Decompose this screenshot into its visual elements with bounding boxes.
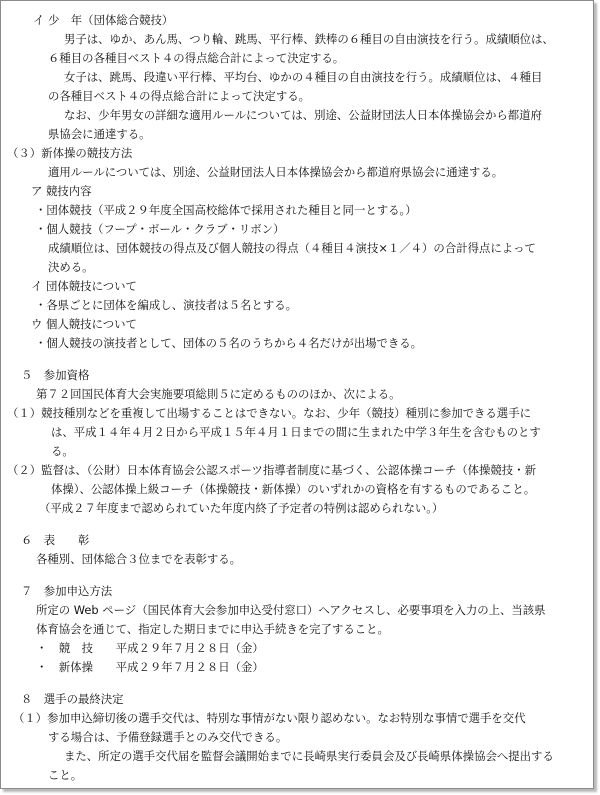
- section-heading: ７ 参加申込方法: [21, 584, 113, 598]
- section-heading: ６ 表 彰: [21, 533, 90, 547]
- text-line: ６種目の各種目ベスト４の得点総合計によって決定する。: [48, 51, 345, 65]
- bullet-item: ・団体競技（平成２９年度全国高校総体で採用された種目と同一とする。）: [35, 203, 417, 217]
- text-line: 女子は、跳馬、段違い平行棒、平均台、ゆかの４種目の自由演技を行う。成績順位は、４種目: [64, 70, 543, 84]
- text-line: こと。: [48, 768, 83, 782]
- section-heading: ８ 選手の最終決定: [21, 692, 124, 706]
- heading-shonen: イ 少 年（団体総合競技）: [33, 13, 174, 27]
- section-heading: ５ 参加資格: [21, 368, 90, 382]
- text-line: （平成２７年度まで認められていた年度内終了予定者の特例は認められない。）: [39, 501, 444, 515]
- bullet-item: ・各県ごとに団体を編成し、演技者は５名とする。: [35, 298, 297, 312]
- text-line: る。: [51, 444, 74, 458]
- numbered-item: （１）参加申込締切後の選手交代は、特別な事情がない限り認めない。なお特別な事情で選手を交代: [13, 711, 526, 725]
- text-line: 決める。: [48, 260, 94, 274]
- text-line: また、所定の選手交代届を監督会議開始までに長崎県実行委員会及び長崎県体操協会へ提出する: [64, 749, 554, 763]
- text-line: する場合は、予備登録選手とのみ交代できる。: [48, 730, 288, 744]
- numbered-item: （１）競技種別などを重複して出場することはできない。なお、少年（競技）種別に参加できる選手に: [7, 406, 531, 420]
- text-line: 男子は、ゆか、あん馬、つり輪、跳馬、平行棒、鉄棒の６種目の自由演技を行う。成績順位は、: [64, 32, 554, 46]
- subheading: ウ 個人競技について: [31, 317, 137, 331]
- text-line: の各種目ベスト４の得点総合計によって決定する。: [48, 89, 310, 103]
- text-line: 第７２回国民体育大会実施要項総則５に定めるもののほか、次による。: [36, 387, 401, 401]
- subheading: イ 団体競技について: [31, 279, 137, 293]
- deadline-item: ・ 競 技 平成２９年７月２８日（金）: [36, 641, 264, 655]
- subheading: ア 競技内容: [31, 184, 92, 198]
- heading-shintaiso: （３）新体操の競技方法: [7, 146, 133, 160]
- text-line: 体操）、公認体操上級コーチ（体操競技・新体操）のいずれかの資格を有するものであること。: [51, 482, 536, 496]
- text-line: 各種別、団体総合３位までを表彰する。: [36, 552, 242, 566]
- text-line: 成績順位は、団体競技の得点及び個人競技の得点（４種目４演技×１／４）の合計得点によって: [48, 241, 536, 255]
- text-line: なお、少年男女の詳細な適用ルールについては、別途、公益財団法人日本体操協会から都道府: [64, 108, 542, 122]
- bullet-item: ・個人競技（フープ・ボール・クラブ・リボン）: [35, 222, 285, 236]
- deadline-item: ・ 新体操 平成２９年７月２８日（金）: [36, 660, 264, 674]
- text-line: 体育協会を通じて、指定した期日までに申込手続きを完了すること。: [36, 622, 389, 636]
- bullet-item: ・個人競技の演技者として、団体の５名のうちから４名だけが出場できる。: [35, 336, 423, 350]
- text-line: 適用ルールについては、別途、公益財団法人日本体操協会から都道府県協会に通達する。: [48, 165, 504, 179]
- text-line: は、平成１４年４月２日から平成１５年４月１日までの間に生まれた中学３年生を含むものとす: [51, 425, 541, 439]
- numbered-item: （２）監督は、（公財）日本体育協会公認スポーツ指導者制度に基づく、公認体操コーチ（体操競技・新: [7, 463, 536, 477]
- text-line: 県協会に通達する。: [48, 127, 151, 141]
- text-line: 所定の Web ページ（国民体育大会参加申込受付窓口）へアクセスし、必要事項を入力の上、当該県: [36, 603, 546, 617]
